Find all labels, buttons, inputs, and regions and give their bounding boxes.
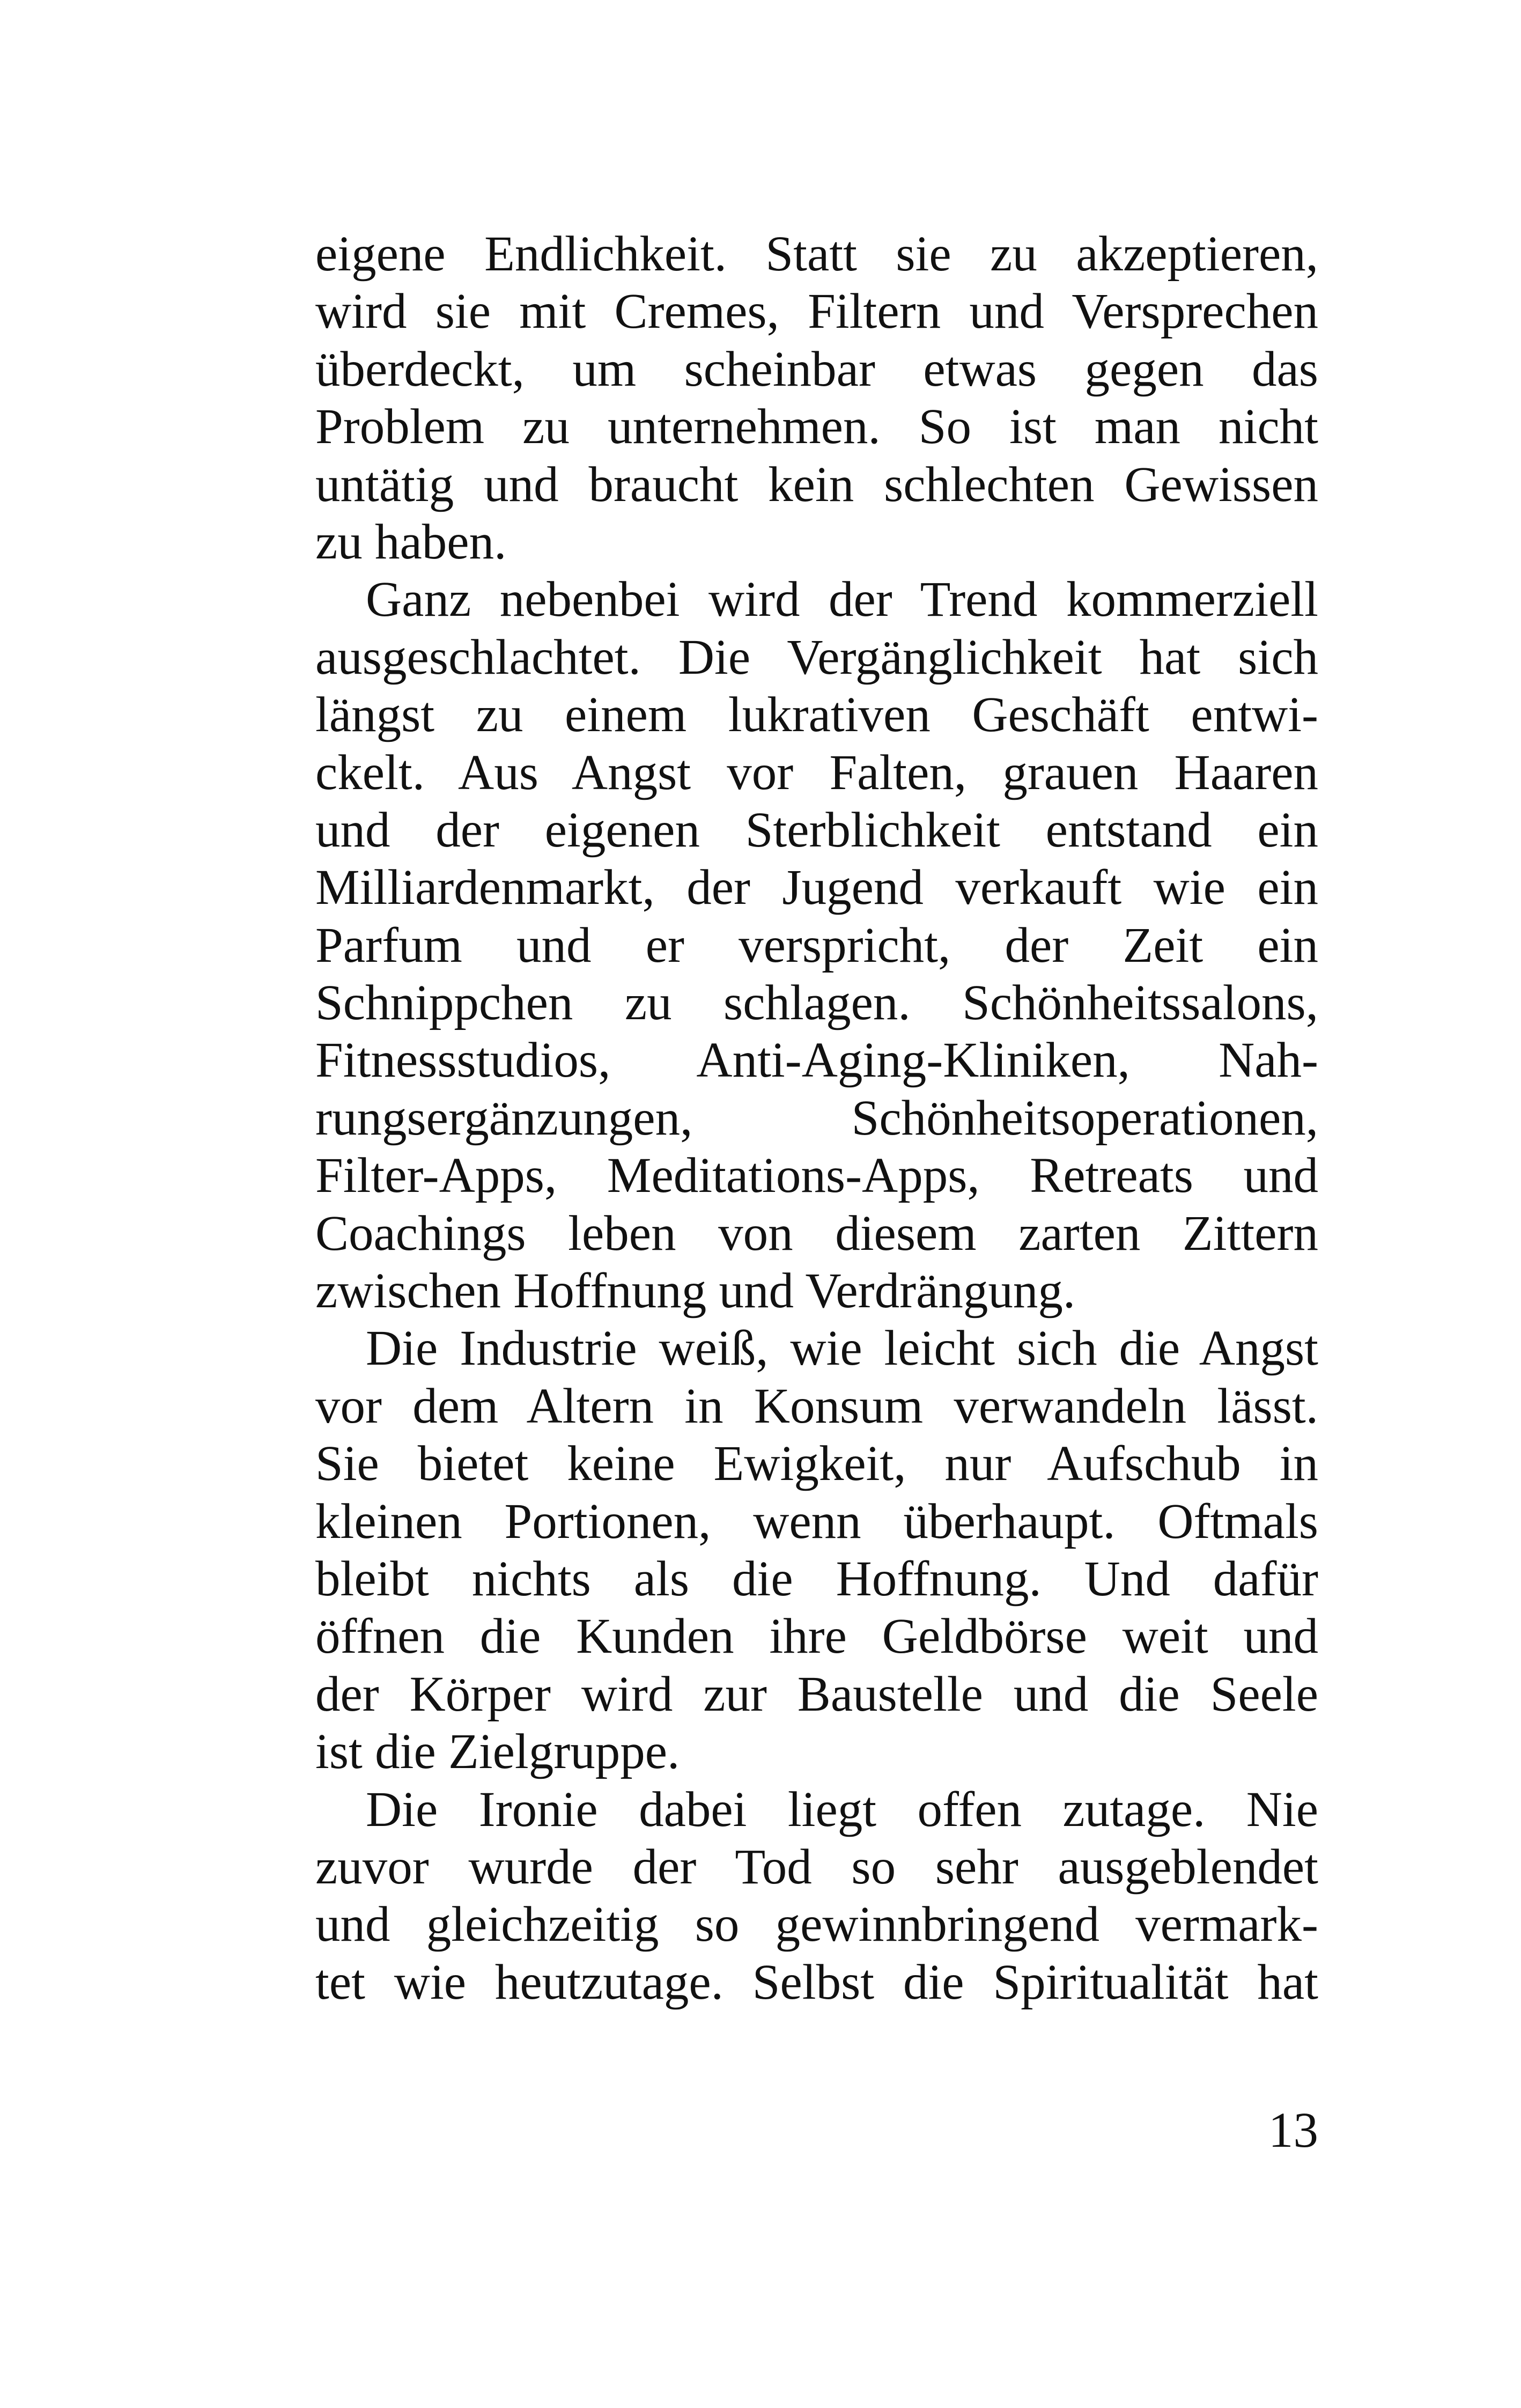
text-line: zuvor wurde der Tod so sehr ausgeblendet: [315, 1839, 1318, 1895]
text-line: öffnen die Kunden ihre Geldbörse weit und: [315, 1609, 1318, 1665]
text-line: Parfum und er verspricht, der Zeit ein: [315, 917, 1318, 973]
text-line: wird sie mit Cremes, Filtern und Versprechen: [315, 284, 1318, 340]
text-line: zu haben.: [315, 514, 507, 570]
text-line: und gleichzeitig so gewinnbringend vermark-: [315, 1897, 1318, 1953]
text-line: der Körper wird zur Baustelle und die Seele: [315, 1666, 1318, 1722]
text-line: kleinen Portionen, wenn überhaupt. Oftmals: [315, 1493, 1318, 1549]
text-line: Milliardenmarkt, der Jugend verkauft wie ein: [315, 860, 1318, 916]
text-line: und der eigenen Sterblichkeit entstand ein: [315, 802, 1318, 858]
paragraph-2: [315, 571, 1318, 1320]
text-line: Schnippchen zu schlagen. Schönheitssalons,: [315, 975, 1318, 1031]
text-line: Ganz nebenbei wird der Trend kommerziell: [366, 572, 1318, 628]
paragraph-4: [315, 1781, 1318, 2012]
text-line: Problem zu unternehmen. So ist man nicht: [315, 399, 1318, 455]
text-line: bleibt nichts als die Hoffnung. Und dafür: [315, 1551, 1318, 1607]
text-line: ausgeschlachtet. Die Vergänglichkeit hat sich: [315, 629, 1318, 685]
text-line: untätig und braucht kein schlechten Gewissen: [315, 456, 1318, 512]
text-line: ist die Zielgruppe.: [315, 1724, 680, 1780]
paragraph-3: [315, 1320, 1318, 1780]
text-line: Filter-Apps, Meditations-Apps, Retreats und: [315, 1148, 1318, 1204]
text-line: tet wie heutzutage. Selbst die Spiritualität hat: [315, 1954, 1318, 2010]
paragraph-1: [315, 225, 1318, 571]
text-line: längst zu einem lukrativen Geschäft entwi-: [315, 687, 1318, 743]
text-line: Die Ironie dabei liegt offen zutage. Nie: [366, 1781, 1318, 1837]
text-line: rungsergänzungen, Schönheitsoperationen,: [315, 1090, 1318, 1146]
page-number: 13: [1268, 2103, 1318, 2158]
text-line: Die Industrie weiß, wie leicht sich die Angst: [366, 1321, 1318, 1376]
text-line: überdeckt, um scheinbar etwas gegen das: [315, 341, 1318, 397]
text-line: vor dem Altern in Konsum verwandeln lässt.: [315, 1378, 1318, 1434]
text-line: eigene Endlichkeit. Statt sie zu akzeptieren,: [315, 226, 1318, 282]
text-line: zwischen Hoffnung und Verdrängung.: [315, 1263, 1076, 1319]
text-line: Fitnessstudios, Anti-Aging-Kliniken, Nah-: [315, 1033, 1318, 1088]
text-line: ckelt. Aus Angst vor Falten, grauen Haaren: [315, 745, 1318, 800]
text-line: Coachings leben von diesem zarten Zittern: [315, 1205, 1318, 1261]
text-line: Sie bietet keine Ewigkeit, nur Aufschub in: [315, 1436, 1318, 1492]
body-text: [315, 225, 1318, 2011]
